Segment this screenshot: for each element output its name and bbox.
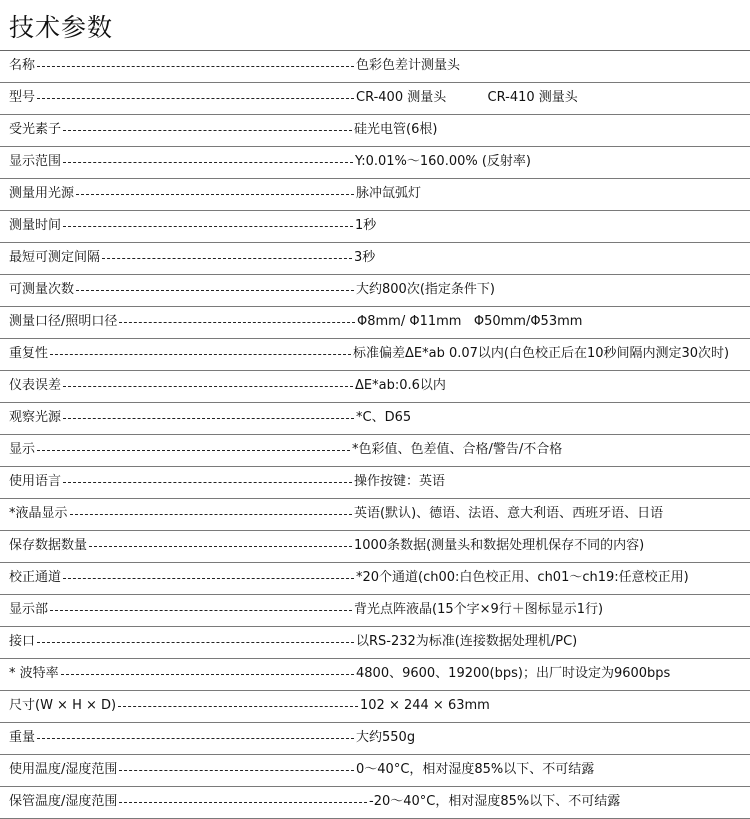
leader-dashes: [37, 738, 354, 739]
leader-dashes: [37, 66, 354, 67]
spec-label: 尺寸(W × H × D): [9, 698, 117, 713]
leader-dashes: [63, 226, 353, 227]
spec-label: * 波特率: [9, 666, 59, 681]
spec-row: [0, 211, 750, 243]
leader-dashes: [50, 610, 352, 611]
spec-label: 保管温度/湿度范围: [9, 794, 118, 809]
spec-row: [0, 563, 750, 595]
spec-value: 英语(默认)、德语、法语、意大利语、西班牙语、日语: [354, 506, 664, 521]
leader-dashes: [70, 514, 352, 515]
spec-label: 名称: [9, 58, 36, 73]
leader-dashes: [37, 98, 354, 99]
spec-row: [0, 531, 750, 563]
spec-value: Φ8mm/ Φ11mm Φ50mm/Φ53mm: [357, 314, 583, 329]
leader-dashes: [63, 578, 354, 579]
leader-dashes: [102, 258, 352, 259]
leader-dashes: [119, 322, 355, 323]
leader-dashes: [119, 802, 367, 803]
page-title: 技术参数: [9, 13, 114, 42]
spec-value: 1000条数据(测量头和数据处理机保存不同的内容): [354, 538, 645, 553]
spec-value: *C、D65: [356, 410, 412, 425]
leader-dashes: [50, 354, 351, 355]
spec-label: 型号: [9, 90, 36, 105]
spec-value: 1秒: [355, 218, 377, 233]
spec-label: 显示部: [9, 602, 49, 617]
spec-label: 使用温度/湿度范围: [9, 762, 118, 777]
spec-row: [0, 627, 750, 659]
spec-value: 色彩色差计测量头: [356, 58, 461, 73]
spec-row: [0, 115, 750, 147]
leader-dashes: [63, 130, 352, 131]
spec-row: [0, 467, 750, 499]
spec-label: 测量用光源: [9, 186, 75, 201]
spec-label: 观察光源: [9, 410, 62, 425]
spec-value: CR-400 测量头 CR-410 测量头: [356, 90, 578, 105]
spec-row: [0, 659, 750, 691]
spec-value: Y:0.01%～160.00% (反射率): [355, 154, 532, 169]
spec-value: -20～40°C，相对湿度85%以下、不可结露: [369, 794, 621, 809]
spec-row: [0, 339, 750, 371]
spec-value: 大约800次(指定条件下): [356, 282, 495, 297]
leader-dashes: [89, 546, 352, 547]
spec-label: 测量口径/照明口径: [9, 314, 118, 329]
spec-row: [0, 723, 750, 755]
spec-value: *20个通道(ch00:白色校正用、ch01～ch19:任意校正用): [356, 570, 689, 585]
spec-row: [0, 595, 750, 627]
spec-label: 受光素子: [9, 122, 62, 137]
spec-row: [0, 499, 750, 531]
spec-row: [0, 435, 750, 467]
spec-value: *色彩值、色差值、合格/警告/不合格: [352, 442, 563, 457]
spec-value: 操作按键：英语: [354, 474, 446, 489]
spec-label: 校正通道: [9, 570, 62, 585]
spec-label: 重量: [9, 730, 36, 745]
leader-dashes: [61, 674, 354, 675]
spec-label: 可测量次数: [9, 282, 75, 297]
leader-dashes: [63, 386, 353, 387]
leader-dashes: [37, 450, 350, 451]
leader-dashes: [76, 290, 354, 291]
spec-row: [0, 691, 750, 723]
spec-row: [0, 243, 750, 275]
spec-value: 背光点阵液晶(15个字×9行＋图标显示1行): [354, 602, 604, 617]
spec-label: 仪表误差: [9, 378, 62, 393]
leader-dashes: [119, 770, 354, 771]
spec-label: 重复性: [9, 346, 49, 361]
spec-label: 保存数据数量: [9, 538, 88, 553]
leader-dashes: [63, 418, 354, 419]
spec-row: [0, 83, 750, 115]
spec-value: ΔE*ab:0.6以内: [355, 378, 446, 393]
spec-value: 大约550g: [356, 730, 416, 745]
spec-label: *液晶显示: [9, 506, 68, 521]
leader-dashes: [37, 642, 354, 643]
spec-label: 接口: [9, 634, 36, 649]
spec-row: [0, 179, 750, 211]
spec-label: 显示: [9, 442, 36, 457]
spec-value: 硅光电管(6根): [354, 122, 438, 137]
spec-value: 102 × 244 × 63mm: [360, 698, 490, 713]
spec-label: 显示范围: [9, 154, 62, 169]
spec-value: 0～40°C，相对湿度85%以下、不可结露: [356, 762, 595, 777]
leader-dashes: [76, 194, 354, 195]
leader-dashes: [63, 162, 353, 163]
spec-value: 标准偏差ΔE*ab 0.07以内(白色校正后在10秒间隔内测定30次时): [353, 346, 730, 361]
leader-dashes: [118, 706, 358, 707]
spec-row: [0, 51, 750, 83]
spec-value: 以RS-232为标准(连接数据处理机/PC): [356, 634, 578, 649]
spec-row: [0, 147, 750, 179]
spec-value: 3秒: [354, 250, 376, 265]
spec-value: 脉冲氙弧灯: [356, 186, 422, 201]
spec-label: 最短可测定间隔: [9, 250, 101, 265]
spec-label: 使用语言: [9, 474, 62, 489]
spec-label: 测量时间: [9, 218, 62, 233]
spec-row: [0, 371, 750, 403]
spec-row: [0, 275, 750, 307]
spec-row: [0, 755, 750, 787]
spec-row: [0, 787, 750, 819]
spec-value: 4800、9600、19200(bps)；出厂时设定为9600bps: [356, 666, 671, 681]
spec-row: [0, 403, 750, 435]
spec-row: [0, 307, 750, 339]
leader-dashes: [63, 482, 352, 483]
